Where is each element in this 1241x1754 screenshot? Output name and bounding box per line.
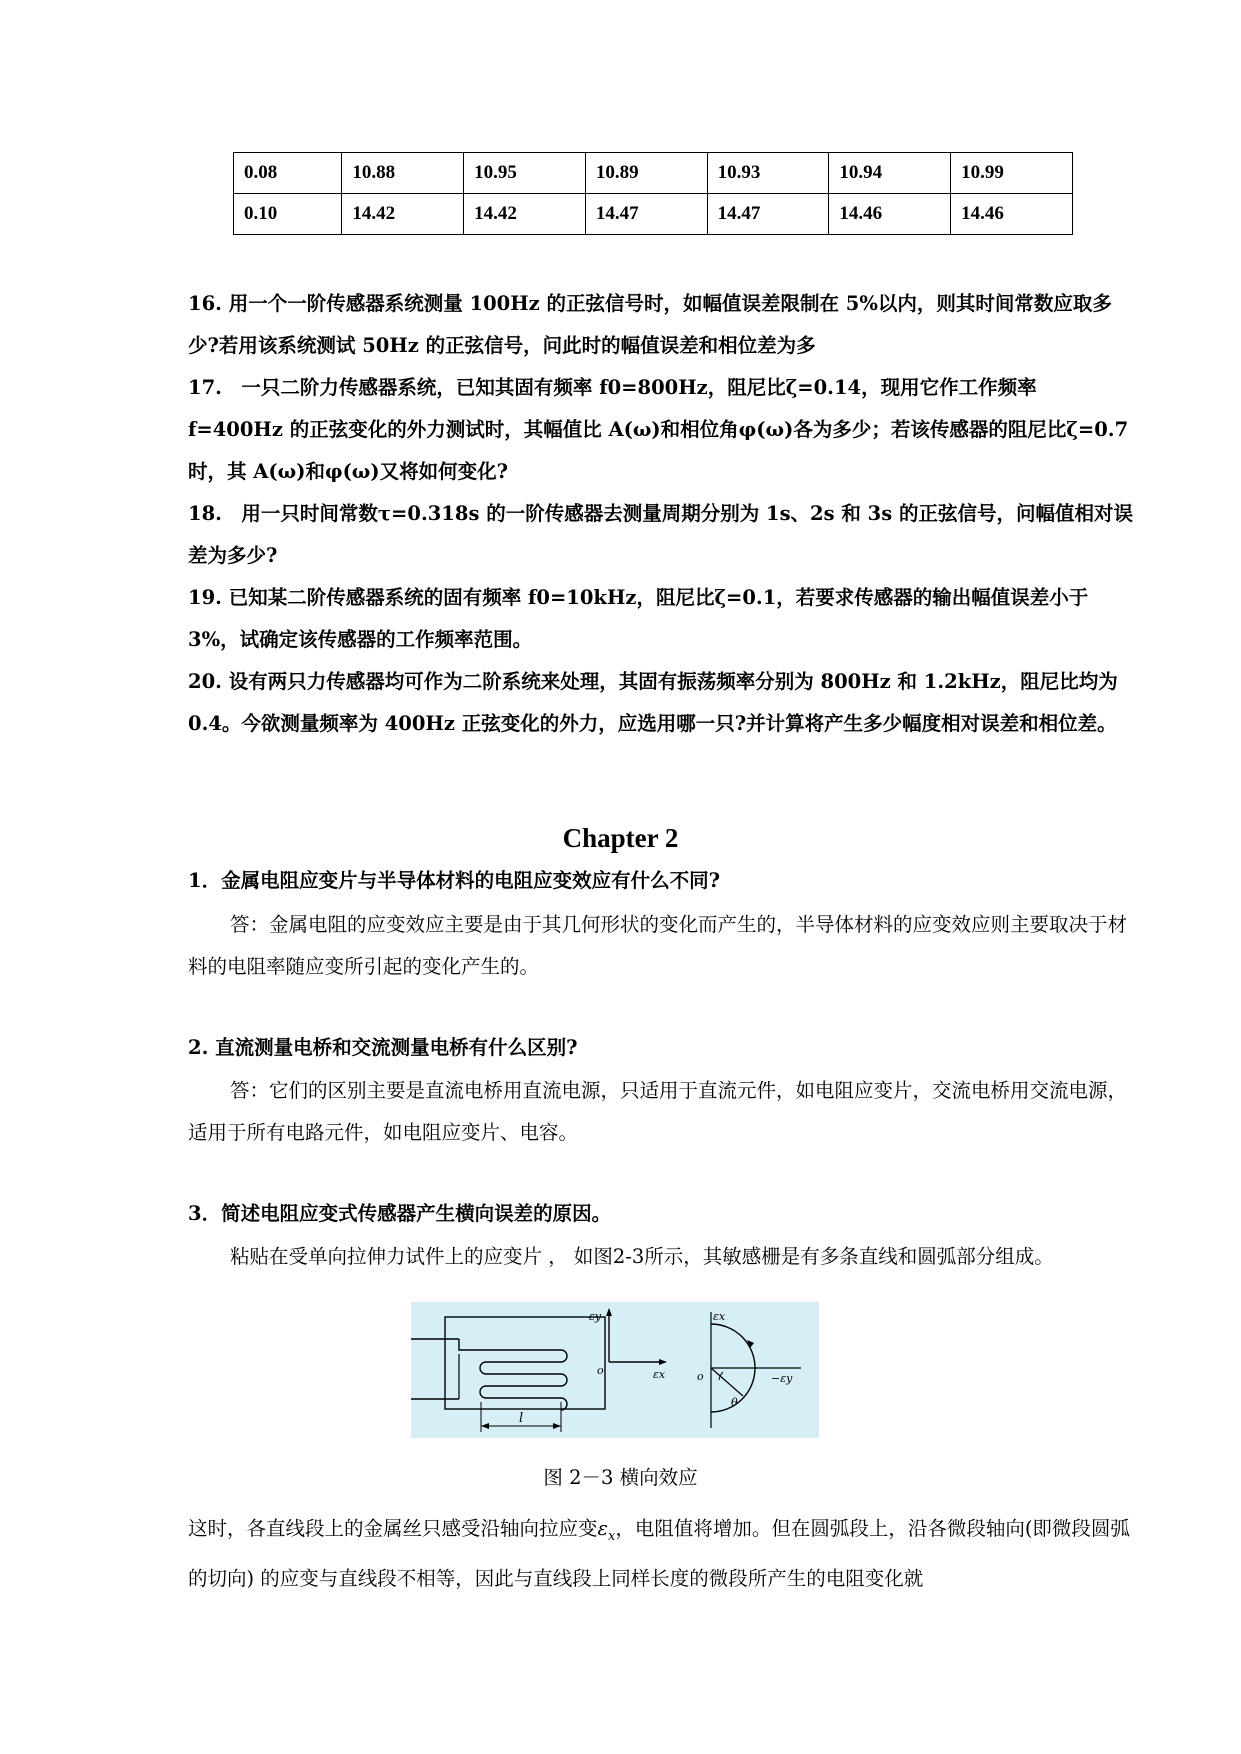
section-3-heading: 3．简述电阻应变式传感器产生横向误差的原因。 <box>188 1202 612 1225</box>
strain-subscript: x <box>607 1528 616 1544</box>
table-cell: 10.93 <box>707 153 829 194</box>
table-cell: 0.08 <box>234 153 342 194</box>
table-cell: 14.46 <box>829 194 951 235</box>
table-row <box>234 194 1073 235</box>
table-cell: 14.47 <box>585 194 707 235</box>
circle-label-o: o <box>697 1370 704 1383</box>
axis-label-o: o <box>597 1364 604 1377</box>
data-table <box>233 152 1073 235</box>
length-label: l <box>519 1411 524 1426</box>
figure-caption: 图 2－3 横向效应 <box>543 1466 698 1489</box>
axis-label-ey: εy <box>589 1310 602 1323</box>
table-cell: 10.88 <box>342 153 464 194</box>
table-cell: 14.47 <box>707 194 829 235</box>
question-list <box>188 283 1133 745</box>
question-19: 19. 已知某二阶传感器系统的固有频率 f0=10kHz，阻尼比ζ=0.1，若要求传感器的输出幅值误差小于 3%，试确定该传感器的工作频率范围。 <box>188 586 1089 651</box>
transverse-effect-figure <box>411 1302 819 1438</box>
chapter-title: Chapter 2 <box>562 823 679 853</box>
section-1-answer: 答：金属电阻的应变效应主要是由于其几何形状的变化而产生的，半导体材料的应变效应则主要取决于材料的电阻率随应变所引起的变化产生的。 <box>188 913 1128 978</box>
circle-label-theta: θ <box>731 1396 738 1409</box>
strain-symbol: ε <box>597 1517 608 1540</box>
question-17: 17. 一只二阶力传感器系统，已知其固有频率 f0=800Hz，阻尼比ζ=0.14，现用它作工作频率 f=400Hz 的正弦变化的外力测试时，其幅值比 A(ω)和相位角φ(ω)各为多少；若该传感器的阻尼比ζ=0.7 时，其 A(ω)和φ(ω)又将如何变化? <box>188 376 1129 483</box>
circle-label-neg-ey: −εy <box>771 1372 793 1385</box>
closing-text-start: 这时，各直线段上的金属丝只感受沿轴向拉应变 <box>188 1517 598 1540</box>
circle-label-ex: εx <box>713 1310 726 1323</box>
table-cell: 10.99 <box>951 153 1073 194</box>
table-cell: 10.89 <box>585 153 707 194</box>
question-16: 16. 用一个一阶传感器系统测量 100Hz 的正弦信号时，如幅值误差限制在 5%以内，则其时间常数应取多少?若用该系统测试 50Hz 的正弦信号，问此时的幅值误差和相位差为多 <box>188 292 1112 357</box>
section-3-answer: 粘贴在受单向拉伸力试件上的应变片 ， 如图2-3所示，其敏感栅是有多条直线和圆弧部分组成。 <box>230 1245 1054 1268</box>
closing-text-end: ，电阻值将增加。但在圆弧段上，沿各微段轴向(即微段圆弧的切向) 的应变与直线段不相等，因此与直线段上同样长度的微段所产生的电阻变化就 <box>188 1517 1130 1590</box>
table-cell: 10.94 <box>829 153 951 194</box>
section-1-heading: 1．金属电阻应变片与半导体材料的电阻应变效应有什么不同? <box>188 869 720 892</box>
table-cell: 14.42 <box>464 194 586 235</box>
section-2-answer: 答：它们的区别主要是直流电桥用直流电源，只适用于直流元件，如电阻应变片，交流电桥用交流电源，适用于所有电路元件，如电阻应变片、电容。 <box>188 1079 1128 1144</box>
closing-paragraph <box>188 1508 1133 1600</box>
table-cell: 10.95 <box>464 153 586 194</box>
table-cell: 0.10 <box>234 194 342 235</box>
section-2-heading: 2. 直流测量电桥和交流测量电桥有什么区别? <box>188 1036 578 1059</box>
table-row <box>234 153 1073 194</box>
axis-label-ex: εx <box>653 1368 666 1381</box>
table-cell: 14.46 <box>951 194 1073 235</box>
question-20: 20. 设有两只力传感器均可作为二阶系统来处理，其固有振荡频率分别为 800Hz 和 1.2kHz，阻尼比均为 0.4。今欲测量频率为 400Hz 正弦变化的外力，应选用哪一只?并计算将产生多少幅度相对误差和相位差。 <box>188 670 1118 735</box>
table-cell: 14.42 <box>342 194 464 235</box>
question-18: 18. 用一只时间常数τ=0.318s 的一阶传感器去测量周期分别为 1s、2s 和 3s 的正弦信号，问幅值相对误差为多少? <box>188 502 1134 567</box>
strain-gauge-diagram <box>411 1302 819 1438</box>
